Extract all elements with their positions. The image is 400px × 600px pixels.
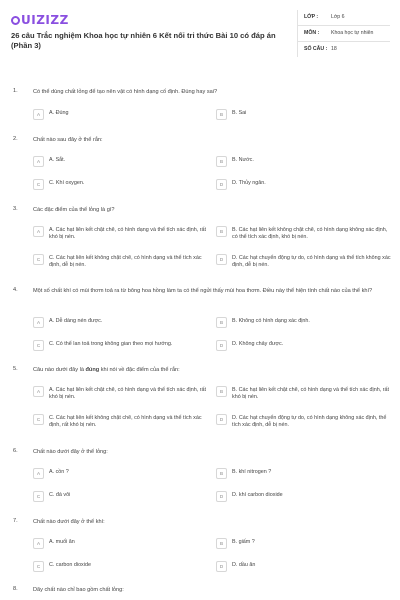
option-text: B. Nước. [232, 157, 254, 163]
option-text: C. Khí oxygen. [49, 180, 85, 186]
option-text: D. Không chảy được. [232, 341, 284, 347]
option-text: D. Thủy ngân. [232, 180, 266, 186]
meta-label: SỐ CÂU : [304, 46, 328, 52]
question-text-emphasis: đúng [85, 367, 100, 373]
logo-q-icon [11, 16, 20, 25]
meta-value: Khoa học tự nhiên [331, 30, 374, 36]
question-text: Một số chất khí có mùi thơm toả ra từ bông hoa hồng làm ta có thể ngửi thấy mùi hoa thơm. Điều này thể hiện tính chất nào của thể khí? [33, 288, 373, 294]
option-badge: B [216, 317, 227, 328]
option-badge: B [216, 156, 227, 167]
option-text: A. Sắt. [49, 157, 66, 163]
option-text: B. Không có hình dạng xác định. [232, 318, 310, 324]
option-badge: B [216, 468, 227, 479]
question-text: Chất nào dưới đây ở thể lỏng: [33, 449, 108, 455]
question-text: Chất nào sau đây ở thể rắn: [33, 137, 103, 143]
meta-value: Lớp 6 [331, 14, 345, 20]
question-number: 3. [13, 206, 18, 212]
option-badge: D [216, 414, 227, 425]
option-text: C. Các hạt liên kết không chặt chẽ, có hình dạng và thể tích xác định, dễ bị nén. [49, 255, 202, 268]
meta-panel [297, 10, 390, 57]
option-text: A. muối ăn [49, 539, 75, 545]
question-number: 7. [13, 518, 18, 524]
option-text: D. khí carbon dioxide [232, 492, 283, 498]
option-text: D. dầu ăn [232, 562, 256, 568]
option-badge: A [33, 156, 44, 167]
quizizz-logo [11, 13, 69, 27]
question-number: 2. [13, 136, 18, 142]
option-badge: A [33, 386, 44, 397]
question-text [33, 366, 388, 374]
option-text: A. Đúng [49, 110, 69, 116]
option-badge: A [33, 317, 44, 328]
option-badge: C [33, 179, 44, 190]
option-badge: D [216, 340, 227, 351]
option-badge: D [216, 179, 227, 190]
question-number: 1. [13, 88, 18, 94]
question-number: 6. [13, 448, 18, 454]
question-text-post: khi nói về đặc điểm của thể rắn: [99, 367, 180, 373]
question-number: 8. [13, 586, 18, 592]
option-badge: B [216, 386, 227, 397]
option-badge: D [216, 254, 227, 265]
option-badge: C [33, 491, 44, 502]
logo-text: UIZIZZ [21, 13, 69, 27]
option-badge: A [33, 468, 44, 479]
option-text: A. Các hạt liên kết chặt chẽ, có hình dạng và thể tích xác định, rất khó bị nén. [49, 387, 207, 400]
option-text: C. Có thể lan toả trong không gian theo mọi hướng. [49, 341, 173, 347]
question-text: Chất nào dưới đây ở thể khí: [33, 519, 105, 525]
meta-label: MÔN : [304, 30, 320, 36]
option-text: C. carbon dioxide [49, 562, 91, 568]
option-badge: C [33, 414, 44, 425]
option-badge: B [216, 226, 227, 237]
option-text: B. Các hạt liên kết chặt chẽ, có hình dạng và thể tích xác định, rất khó bị nén. [232, 387, 390, 400]
option-badge: D [216, 561, 227, 572]
option-badge: A [33, 538, 44, 549]
option-text: A. Các hạt liên kết chặt chẽ, có hình dạng và thể tích xác định, rất khó bị nén. [49, 227, 207, 240]
option-text: B. khí nitrogen ? [232, 469, 272, 475]
question-number: 5. [13, 366, 18, 372]
option-text: C. Các hạt liên kết không chặt chẽ, có hình dạng và thể tích xác định, rất khó bị nén. [49, 415, 202, 428]
question-number: 4. [13, 287, 18, 293]
question-text: Có thể dùng chất lỏng để tạo nên vật có hình dạng cố định. Đúng hay sai? [33, 89, 218, 95]
meta-row-subject [298, 26, 390, 42]
option-text: C. đá vôi [49, 492, 71, 498]
meta-row-class [298, 10, 390, 26]
option-badge: B [216, 538, 227, 549]
worksheet-title: 26 câu Trắc nghiệm Khoa học tự nhiên 6 Kết nối tri thức Bài 10 có đáp án (Phần 3) [11, 31, 276, 50]
option-text: A. Dễ dàng nén được. [49, 318, 103, 324]
meta-label: LỚP : [304, 14, 319, 20]
option-text: D. Các hạt chuyển động tự do, có hình dạng và thể tích không xác định, dễ bị nén. [232, 255, 391, 268]
option-text: B. giấm ? [232, 539, 255, 545]
option-badge: C [33, 561, 44, 572]
option-badge: D [216, 491, 227, 502]
meta-value: 18 [331, 46, 337, 52]
option-text: B. Sai [232, 110, 247, 116]
option-text: B. Các hạt liên kết không chặt chẽ, có hình dạng không xác định, có thể tích xác định, khó bị nén. [232, 227, 388, 240]
question-text-pre: Câu nào dưới đây là [33, 367, 86, 373]
option-text: A. cồn ? [49, 469, 69, 475]
option-badge: C [33, 340, 44, 351]
option-badge: C [33, 254, 44, 265]
option-badge: B [216, 109, 227, 120]
question-text: Các đặc điểm của thể lỏng là gì? [33, 207, 115, 213]
question-text: Dãy chất nào chỉ bao gồm chất lỏng: [33, 587, 124, 593]
option-text: D. Các hạt chuyển động tự do, có hình dạng không xác định, thể tích xác định, dễ bị nén. [232, 415, 387, 428]
meta-row-count [298, 42, 390, 57]
option-badge: A [33, 226, 44, 237]
option-badge: A [33, 109, 44, 120]
